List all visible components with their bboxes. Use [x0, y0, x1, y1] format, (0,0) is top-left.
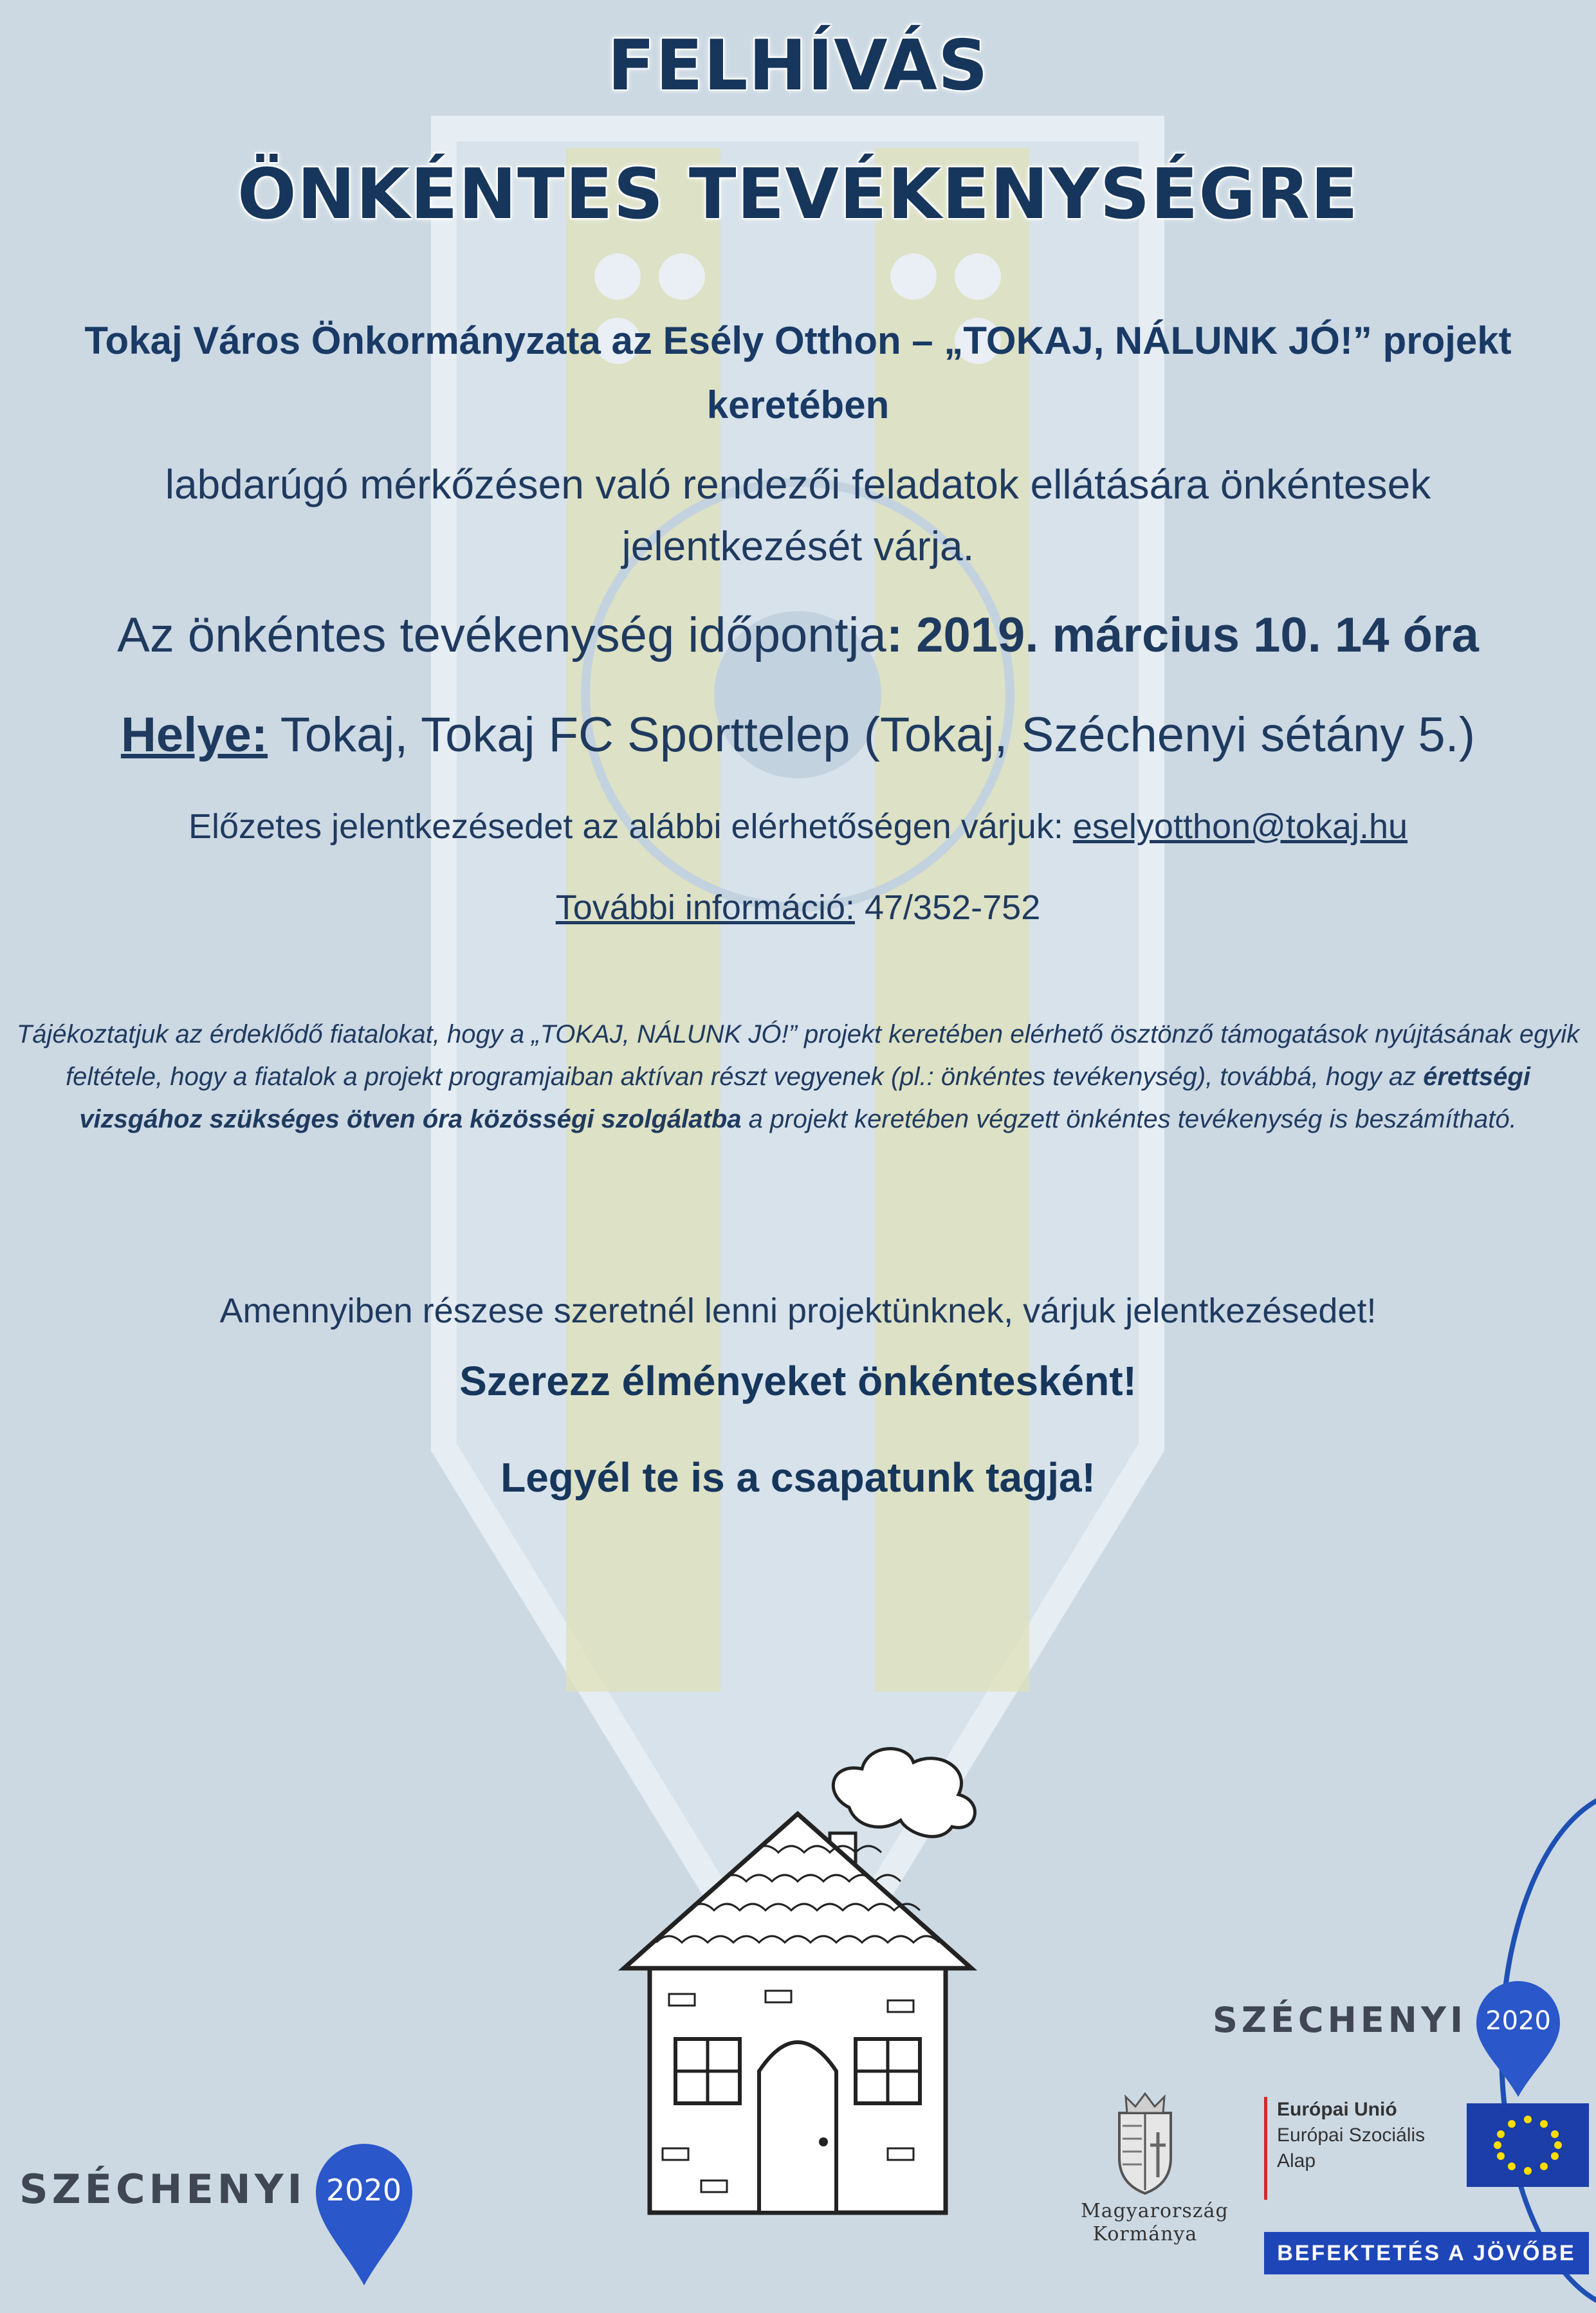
szechenyi-logo-left: [19, 2089, 416, 2289]
registration-line: [0, 801, 1596, 852]
intro-line-2: keretében: [706, 383, 890, 426]
slogan-1: Szerezz élményeket önkéntesként!: [459, 1358, 1137, 1404]
hungary-line-1: Magyarország: [1081, 2200, 1229, 2222]
purpose-line-2: jelentkezését várja.: [621, 523, 975, 569]
info-phone: 47/352-752: [854, 888, 1041, 927]
hungary-line-2: Kormánya: [1092, 2223, 1198, 2245]
location-pin-icon: [1473, 1978, 1563, 2100]
location-pin-icon: [313, 2141, 416, 2289]
title-line-2: ÖNKÉNTES TEVÉKENYSÉGRE: [237, 154, 1359, 235]
coat-of-arms-icon: [1106, 2087, 1184, 2197]
registration-text: Előzetes jelentkezésedet az alábbi elérhetőségen várjuk:: [188, 807, 1073, 846]
purpose-paragraph: [0, 453, 1596, 577]
note-part-1: Tájékoztatjuk az érdeklődő fiatalokat, hogy a „TOKAJ, NÁLUNK JÓ!” projekt keretében elérhető ösztönző támogatások nyújtásának egyik feltétele, hogy a fiatalok a projekt programjaiban aktívan részt vegyenek (pl.: önkéntes tevékenység), továbbá, hogy az: [16, 1020, 1580, 1091]
intro-paragraph: [0, 309, 1596, 437]
szechenyi-year: 2020: [1485, 2006, 1551, 2036]
date-value: : 2019. március 10. 14 óra: [886, 608, 1479, 663]
event-date: [0, 605, 1596, 666]
email-link[interactable]: eselyotthon@tokaj.hu: [1072, 807, 1408, 846]
title-line-1: FELHÍVÁS: [607, 26, 989, 106]
szechenyi-logo-right: [1213, 1939, 1563, 2100]
intro-line-1: Tokaj Város Önkormányzata az Esély Otthon – „TOKAJ, NÁLUNK JÓ!” projekt: [84, 319, 1512, 362]
date-label: Az önkéntes tevékenység időpontja: [117, 608, 886, 663]
eu-text: [1277, 2097, 1425, 2174]
event-place: [0, 704, 1596, 766]
place-value: Tokaj, Tokaj FC Sporttelep (Tokaj, Széchenyi sétány 5.): [268, 708, 1476, 762]
note-bold: érettségi vizsgához szükséges ötven óra közösségi szolgálatba: [79, 1063, 1530, 1133]
call-to-action: Amennyiben részese szeretnél lenni projektünknek, várjuk jelentkezésedet!: [219, 1292, 1377, 1330]
place-label: Helye:: [120, 708, 268, 762]
eu-flag-icon: [1467, 2103, 1589, 2187]
eu-divider: [1264, 2097, 1267, 2200]
info-note: [13, 1013, 1583, 1140]
eu-line-1: Európai Unió: [1277, 2099, 1397, 2120]
info-line: [0, 877, 1596, 938]
eu-line-3: Alap: [1277, 2150, 1316, 2171]
eu-slogan-band: BEFEKTETÉS A JÖVŐBE: [1264, 2232, 1589, 2274]
eu-line-2: Európai Szociális: [1277, 2125, 1426, 2146]
hungary-government-logo: [1081, 2087, 1229, 2246]
info-label: További információ:: [555, 888, 855, 927]
szechenyi-year: 2020: [326, 2173, 402, 2208]
szechenyi-word: SZÉCHENYI: [19, 2165, 306, 2213]
szechenyi-word: SZÉCHENYI: [1213, 1999, 1467, 2040]
house-illustration: [605, 1737, 1004, 2226]
slogan-2: Legyél te is a csapatunk tagja!: [500, 1454, 1096, 1501]
purpose-line-1: labdarúgó mérkőzésen való rendezői feladatok ellátására önkéntesek: [165, 461, 1431, 507]
note-part-2: a projekt keretében végzett önkéntes tevékenység is beszámítható.: [741, 1105, 1517, 1133]
